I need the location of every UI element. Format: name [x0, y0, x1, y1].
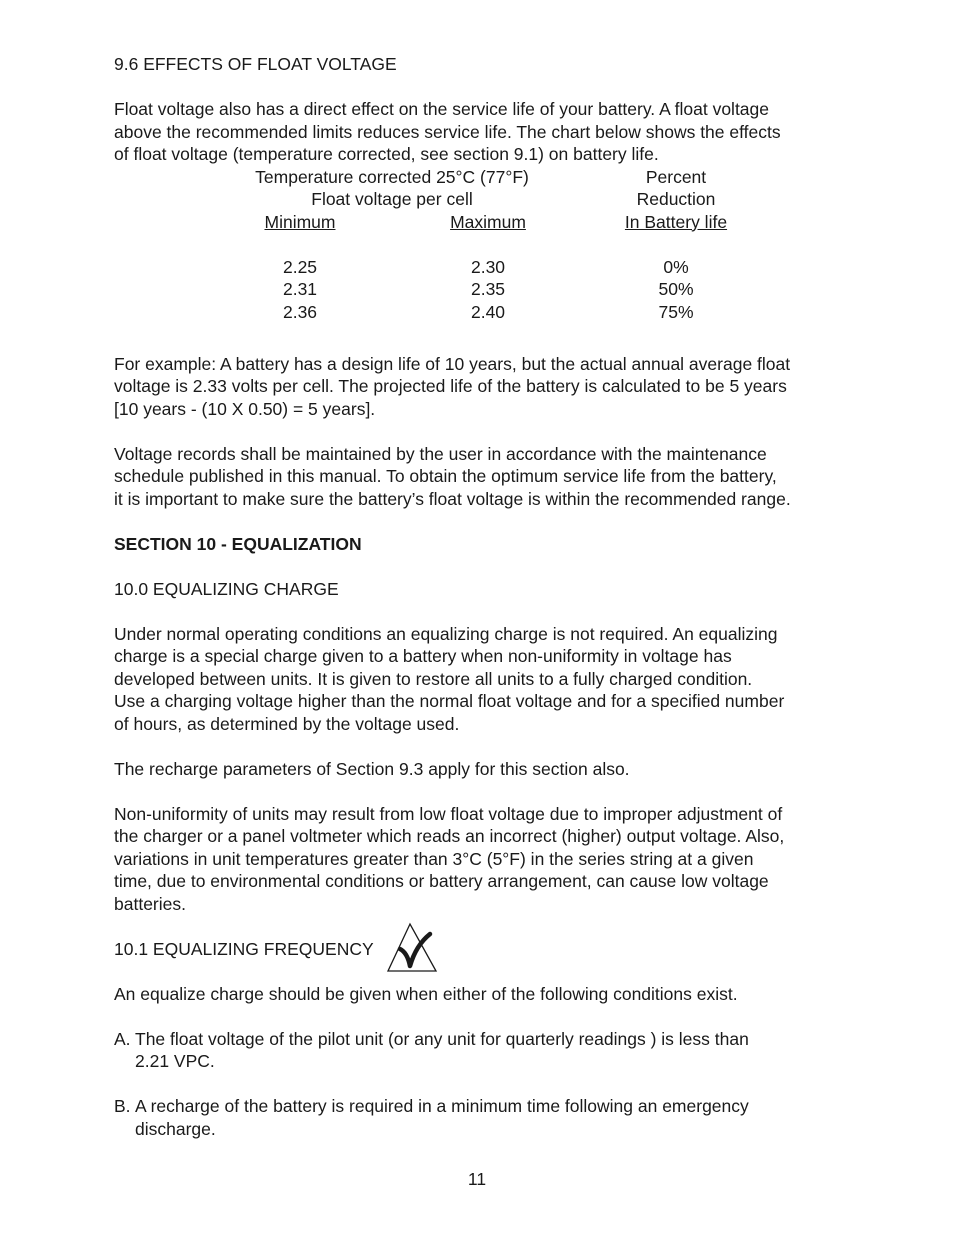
- paragraph-line: For example: A battery has a design life of 10 years, but the actual annual average float: [114, 353, 791, 374]
- checkmark-triangle-icon: [386, 922, 438, 974]
- column-header-minimum: Minimum: [264, 211, 336, 232]
- paragraph-line: The recharge parameters of Section 9.3 apply for this section also.: [114, 758, 630, 779]
- page-number: 11: [467, 1169, 487, 1189]
- table-header-reduction: Reduction: [636, 189, 716, 209]
- equalizing-charge-paragraph: [114, 623, 854, 736]
- table-cell-pct: 75%: [658, 301, 694, 322]
- section-10-0-heading: 10.0 EQUALIZING CHARGE: [114, 578, 339, 599]
- section-10-heading: SECTION 10 - EQUALIZATION: [114, 533, 362, 554]
- table-header-percent: Percent: [645, 166, 707, 187]
- paragraph-line: above the recommended limits reduces service life. The chart below shows the effects: [114, 121, 781, 142]
- non-uniformity-paragraph: [114, 803, 854, 916]
- paragraph-line: Voltage records shall be maintained by the user in accordance with the maintenance: [114, 443, 767, 464]
- list-item-text: [135, 1095, 749, 1140]
- list-item: [114, 1028, 854, 1073]
- column-header-maximum: Maximum: [450, 211, 526, 232]
- list-marker: A.: [114, 1028, 131, 1049]
- float-voltage-intro-paragraph: [114, 98, 854, 166]
- equalize-conditions-intro: An equalize charge should be given when either of the following conditions exist.: [114, 983, 738, 1004]
- table-cell-min: 2.36: [282, 301, 318, 322]
- section-10-1-heading: 10.1 EQUALIZING FREQUENCY: [114, 938, 374, 959]
- paragraph-line: A recharge of the battery is required in a minimum time following an emergency: [135, 1096, 749, 1116]
- paragraph-line: developed between units. It is given to restore all units to a fully charged condition.: [114, 668, 753, 689]
- paragraph-line: 2.21 VPC.: [135, 1051, 215, 1071]
- recharge-parameters-paragraph: [114, 758, 854, 781]
- section-10-1-heading-row: [114, 938, 854, 961]
- paragraph-line: Under normal operating conditions an equalizing charge is not required. An equalizing: [114, 623, 778, 644]
- paragraph-line: of hours, as determined by the voltage used.: [114, 713, 460, 734]
- document-page: [114, 53, 854, 1140]
- paragraph-line: variations in unit temperatures greater than 3°C (5°F) in the series string at a given: [114, 848, 754, 869]
- table-cell-pct: 50%: [658, 279, 694, 299]
- voltage-records-paragraph: [114, 443, 854, 511]
- example-paragraph: [114, 353, 854, 421]
- list-marker: B.: [114, 1096, 131, 1116]
- paragraph-line: Float voltage also has a direct effect on the service life of your battery. A float voltage: [114, 99, 770, 119]
- section-9-6-heading: 9.6 EFFECTS OF FLOAT VOLTAGE: [114, 54, 397, 74]
- table-cell-pct: 0%: [663, 256, 689, 277]
- paragraph-line: charge is a special charge given to a battery when non-uniformity in voltage has: [114, 646, 732, 666]
- table-cell-min: 2.31: [282, 279, 318, 299]
- list-item-text: [135, 1028, 749, 1073]
- list-item: [114, 1095, 854, 1140]
- paragraph-line: Use a charging voltage higher than the normal float voltage and for a specified number: [114, 691, 785, 711]
- table-cell-max: 2.30: [470, 256, 506, 277]
- paragraph-line: The float voltage of the pilot unit (or any unit for quarterly readings ) is less than: [135, 1028, 749, 1049]
- table-cell-max: 2.40: [470, 301, 506, 322]
- paragraph-line: the charger or a panel voltmeter which reads an incorrect (higher) output voltage. Also,: [114, 826, 785, 846]
- paragraph-line: it is important to make sure the battery’s float voltage is within the recommended range.: [114, 488, 791, 509]
- paragraph-line: schedule published in this manual. To obtain the optimum service life from the battery,: [114, 466, 777, 486]
- float-voltage-table: [114, 166, 854, 322]
- paragraph-line: voltage is 2.33 volts per cell. The projected life of the battery is calculated to be 5 years: [114, 376, 787, 396]
- column-header-battery-life: In Battery life: [624, 211, 728, 232]
- paragraph-line: Non-uniformity of units may result from low float voltage due to improper adjustment of: [114, 803, 783, 824]
- table-header-temperature: Temperature corrected 25°C (77°F): [255, 166, 529, 187]
- paragraph-line: [10 years - (10 X 0.50) = 5 years].: [114, 398, 376, 419]
- table-cell-min: 2.25: [282, 256, 318, 277]
- paragraph-line: of float voltage (temperature corrected, see section 9.1) on battery life.: [114, 144, 659, 164]
- table-cell-max: 2.35: [470, 279, 506, 299]
- paragraph-line: discharge.: [135, 1118, 216, 1139]
- table-header-float-voltage: Float voltage per cell: [311, 189, 473, 209]
- paragraph-line: time, due to environmental conditions or battery arrangement, can cause low voltage: [114, 871, 769, 891]
- paragraph-line: batteries.: [114, 893, 186, 914]
